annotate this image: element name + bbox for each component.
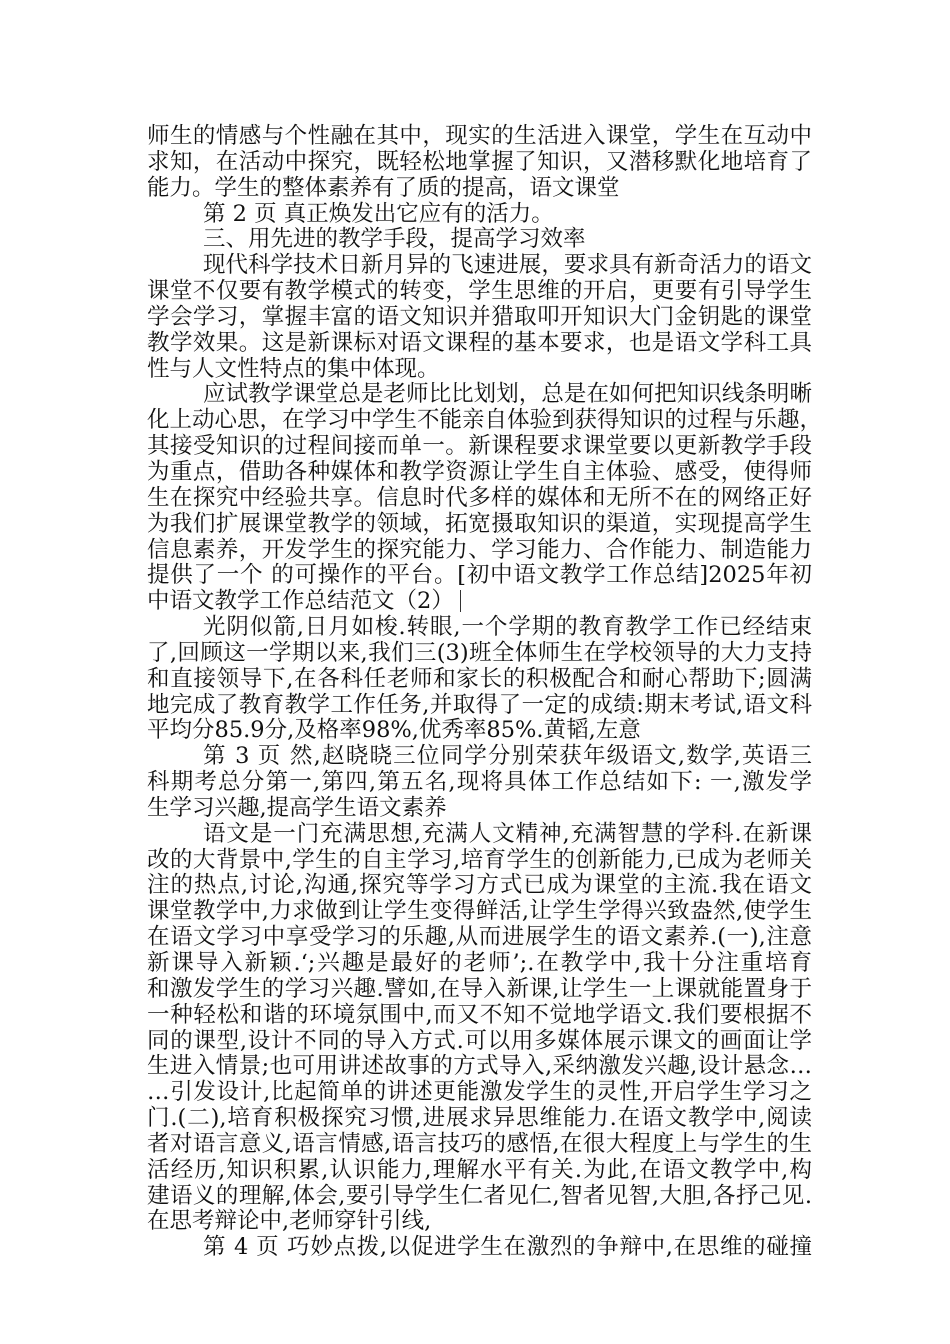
text-line: 现代科学技术日新月异的飞速进展，要求具有新奇活力的语文 xyxy=(203,252,812,279)
text-line: 科期考总分第一,第四,第五名,现将具体工作总结如下: 一,激发学 xyxy=(147,769,812,796)
text-line: …引发设计,比起简单的讲述更能激发学生的灵性,开启学生学习之 xyxy=(147,1079,812,1106)
text-line: 信息素养，开发学生的探究能力、学习能力、合作能力、制造能力 xyxy=(147,536,812,563)
text-line: 为我们扩展课堂教学的领域，拓宽摄取知识的渠道，实现提高学生 xyxy=(147,510,812,537)
text-line: 生进入情景;也可用讲述故事的方式导入,采纳激发兴趣,设计悬念… xyxy=(147,1053,812,1080)
text-line: 课堂不仅要有教学模式的转变，学生思维的开启，更要有引导学生 xyxy=(147,278,812,305)
text-line: 学会学习，掌握丰富的语文知识并猎取叩开知识大门金钥匙的课堂 xyxy=(147,303,812,330)
text-line: 生在探究中经验共享。信息时代多样的媒体和无所不在的网络正好 xyxy=(147,484,812,511)
text-line: 性与人文性特点的集中体现。 xyxy=(147,355,440,382)
text-line: 教学效果。这是新课标对语文课程的基本要求，也是语文学科工具 xyxy=(147,329,812,356)
page-marker-line: 第 2 页 真正焕发出它应有的活力。 xyxy=(203,200,554,227)
text-line: 求知，在活动中探究，既轻松地掌握了知识，又潜移默化地培育了 xyxy=(147,148,812,175)
text-line: 活经历,知识积累,认识能力,理解水平有关.为此,在语文教学中,构 xyxy=(147,1156,812,1183)
text-line: 能力。学生的整体素养有了质的提高，语文课堂 xyxy=(147,174,620,201)
text-line: 课堂教学中,力求做到让学生变得鲜活,让学生学得兴致盎然,使学生 xyxy=(147,898,812,925)
text-line: 为重点，借助各种媒体和教学资源让学生自主体验、感受，使得师 xyxy=(147,458,812,485)
text-line: 在语文学习中享受学习的乐趣,从而进展学生的语文素养.(一),注意 xyxy=(147,924,812,951)
text-line: 光阴似箭,日月如梭.转眼,一个学期的教育教学工作已经结束 xyxy=(203,614,812,641)
text-line: 新课导入新颖.‘;兴趣是最好的老师’;.在教学中,我十分注重培育 xyxy=(147,950,812,976)
text-line: 和直接领导下,在各科任老师和家长的积极配合和耐心帮助下;圆满 xyxy=(147,665,812,692)
page-marker-line: 第 4 页 巧妙点拨,以促进学生在激烈的争辩中,在思维的碰撞 xyxy=(203,1234,812,1261)
section-heading: 三、用先进的教学手段，提高学习效率 xyxy=(203,226,586,253)
text-line: 门.(二),培育积极探究习惯,进展求异思维能力.在语文教学中,阅读 xyxy=(147,1105,812,1132)
text-line: 了,回顾这一学期以来,我们三(3)班全体师生在学校领导的大力支持 xyxy=(147,639,812,666)
text-line: 和激发学生的学习兴趣.譬如,在导入新课,让学生一上课就能置身于 xyxy=(147,975,812,1002)
text-line: 语文是一门充满思想,充满人文精神,充满智慧的学科.在新课 xyxy=(203,820,812,847)
text-line: 提供了一个 的可操作的平台。[初中语文教学工作总结]2025年初 xyxy=(147,562,812,589)
text-line: 师生的情感与个性融在其中，现实的生活进入课堂，学生在互动中 xyxy=(147,123,812,149)
text-line-content: 中语文教学工作总结范文（2） xyxy=(147,588,454,615)
text-line: 者对语言意义,语言情感,语言技巧的感悟,在很大程度上与学生的生 xyxy=(147,1130,812,1157)
text-line: 在思考辩论中,老师穿针引线, xyxy=(147,1208,432,1235)
text-line: 改的大背景中,学生的自主学习,培育学生的创新能力,已成为老师关 xyxy=(147,846,812,873)
page-marker-line: 第 3 页 然,赵晓晓三位同学分别荣获年级语文,数学,英语三 xyxy=(203,743,812,770)
text-line: 一种轻松和谐的环境氛围中,而又不知不觉地学语文.我们要根据不 xyxy=(147,1001,812,1028)
text-line: 地完成了教育教学工作任务,并取得了一定的成绩:期末考试,语文科 xyxy=(147,691,812,718)
text-line xyxy=(147,589,812,615)
text-line: 平均分85.9分,及格率98%,优秀率85%.黄韬,左意 xyxy=(147,717,641,744)
text-line: 建语义的理解,体会,要引导学生仁者见仁,智者见智,大胆,各抒己见. xyxy=(147,1182,812,1209)
text-line: 同的课型,设计不同的导入方式.可以用多媒体展示课文的画面让学 xyxy=(147,1027,812,1054)
text-line: 应试教学课堂总是老师比比划划，总是在如何把知识线条明晰 xyxy=(203,381,812,408)
text-cursor xyxy=(460,590,461,612)
text-line: 化上动心思，在学习中学生不能亲自体验到获得知识的过程与乐趣， xyxy=(147,407,823,434)
text-line: 生学习兴趣,提高学生语文素养 xyxy=(147,794,447,821)
document-page xyxy=(147,123,823,1261)
text-line: 其接受知识的过程间接而单一。新课程要求课堂要以更新教学手段 xyxy=(147,433,812,460)
text-line: 注的热点,讨论,沟通,探究等学习方式已成为课堂的主流.我在语文 xyxy=(147,872,812,899)
